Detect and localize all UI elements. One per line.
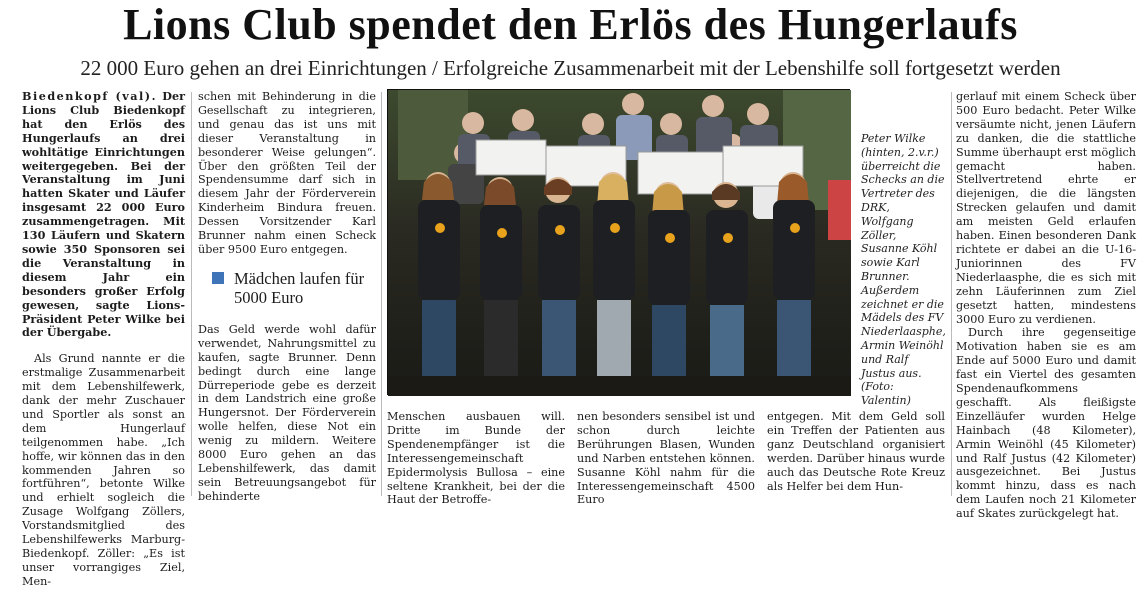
text-column-3 bbox=[387, 410, 565, 507]
column-divider bbox=[191, 92, 192, 496]
body-paragraph: Menschen ausbauen will. Dritte im Bunde der Spendenempfänger ist die Interessengemeinschaft Epidermolysis Bullosa – eine seltene Krankheit, bei der die Haut der Betroffe- bbox=[387, 410, 565, 507]
body-paragraph: entgegen. Mit dem Geld soll ein Treffen der Patienten aus ganz Deutschland organisiert werden. Darüber hinaus wurde auch das Deutsche Rote Kreuz als Helfer bei dem Hun- bbox=[767, 410, 945, 493]
body-paragraph: schen mit Behinderung in die Gesellschaft zu integrieren, und genau das ist uns mit dieser Veranstaltung in besonderer Weise gelungen“. Über den größten Teil der Spendensumme darf sich in diesem Jahr der Förderverein Kinderheim Bindura freuen. Dessen Vorsitzender Karl Brunner nahm einen Scheck über 9500 Euro entgegen. bbox=[198, 90, 376, 256]
body-paragraph: Als Grund nannte er die erstmalige Zusammenarbeit mit dem Lebenshilfewerk, dank der mehr Zuschauer und Sportler als sonst an dem Hungerlauf teilgenommen habe. „Ich hoffe, wir können das in den kommenden Jahren so fortführen“, betonte Wilke und erhielt sogleich die Zusage Wolfgang Zöllers, Vorstandsmitglied des Lebenshilfewerks Marburg-Biedenkopf. Zöller: „Es ist unser vorrangiges Ziel, Men- bbox=[22, 352, 185, 588]
square-bullet-icon bbox=[212, 272, 224, 284]
column-divider bbox=[381, 92, 382, 496]
group-photo-icon bbox=[388, 90, 851, 396]
body-paragraph: Das Geld werde wohl dafür verwendet, Nahrungsmittel zu kaufen, sagte Brunner. Denn bedingt durch eine lange Dürreperiode gebe es derzeit in dem Landstrich eine große Hungersnot. Der Förderverein wolle helfen, diese Not ein wenig zu mildern. Weitere 8000 Euro gehen an das Lebenshilfewerk, das damit sein Betreuungsangebot für behinderte bbox=[198, 322, 376, 503]
text-column-4 bbox=[577, 410, 755, 507]
body-paragraph: nen besonders sensibel ist und schon durch leichte Berührungen Blasen, Wunden und Narben entstehen können. Susanne Köhl nahm für die Interessengemeinschaft 4500 Euro bbox=[577, 410, 755, 507]
text-column-2 bbox=[198, 90, 376, 503]
lead-paragraph bbox=[22, 90, 185, 340]
column-divider bbox=[951, 92, 952, 496]
subheading-text: Mädchen laufen für 5000 Euro bbox=[234, 268, 365, 307]
dateline: Biedenkopf (val). bbox=[22, 89, 157, 103]
text-under-photo bbox=[387, 410, 947, 507]
group-photo bbox=[387, 89, 850, 395]
text-column-5 bbox=[956, 90, 1136, 521]
text-column-1 bbox=[22, 89, 185, 588]
article-subheadline: 22 000 Euro gehen an drei Einrichtungen / Erfolgreiche Zusammenarbeit mit der Lebenshilfe soll fortgesetzt werden bbox=[80, 56, 1061, 80]
photo-caption: Peter Wilke (hinten, 2.v.r.) überreicht die Schecks an die Vertreter des DRK, Wolfgang Zöller, Susanne Köhl sowie Karl Brunner. Außerdem zeichnet er die Mädels des FV Niederlaasphe, Armin Weinöhl und Ralf Justus aus. (Foto: Valentin) bbox=[861, 132, 946, 408]
body-paragraph: gerlauf mit einem Scheck über 500 Euro bedacht. Peter Wilke versäumte nicht, jenen Läufern zu danken, die die stattliche Summe überhaupt erst möglich gemacht haben. Stellvertretend ehrte er diejenigen, die die längsten Strecken gelaufen und damit am meisten Geld erlaufen haben. Einen besonderen Dank richtete er dabei an die U-16-Juniorinnen des FV Niederlaasphe, die es sich mit zehn Läuferinnen zum Ziel gesetzt hatten, mindestens 3000 Euro zu verdienen. bbox=[956, 90, 1136, 326]
body-paragraph: Durch ihre gegenseitige Motivation haben sie es am Ende auf 5000 Euro und damit fast ein Viertel des gesamten Spendenaufkommens geschafft. Als fleißigste Einzelläufer wurden Helge Hainbach (48 Kilometer), Armin Weinöhl (45 Kilometer) und Ralf Justus (42 Kilometer) ausgezeichnet. Bei Justus kommt hinzu, dass es nach dem Laufen noch 21 Kilometer auf Skates zurückgelegt hat. bbox=[956, 326, 1136, 521]
lead-text: Der Lions Club Biedenkopf hat den Erlös des Hungerlaufs an drei wohltätige Einrichtungen weitergegeben. Bei der Veranstaltung im Juni hatten Skater und Läufer insgesamt 22 000 Euro zusammengetragen. Mit 130 Läufern und Skatern sowie 350 Sponsoren sei die Veranstaltung in diesem Jahr ein besonders großer Erfolg gewesen, sagte Lions-Präsident Peter Wilke bei der Übergabe. bbox=[22, 89, 185, 340]
article-headline: Lions Club spendet den Erlös des Hungerlaufs bbox=[123, 0, 1018, 49]
section-subheading bbox=[212, 269, 376, 307]
text-column-4b bbox=[767, 410, 945, 498]
